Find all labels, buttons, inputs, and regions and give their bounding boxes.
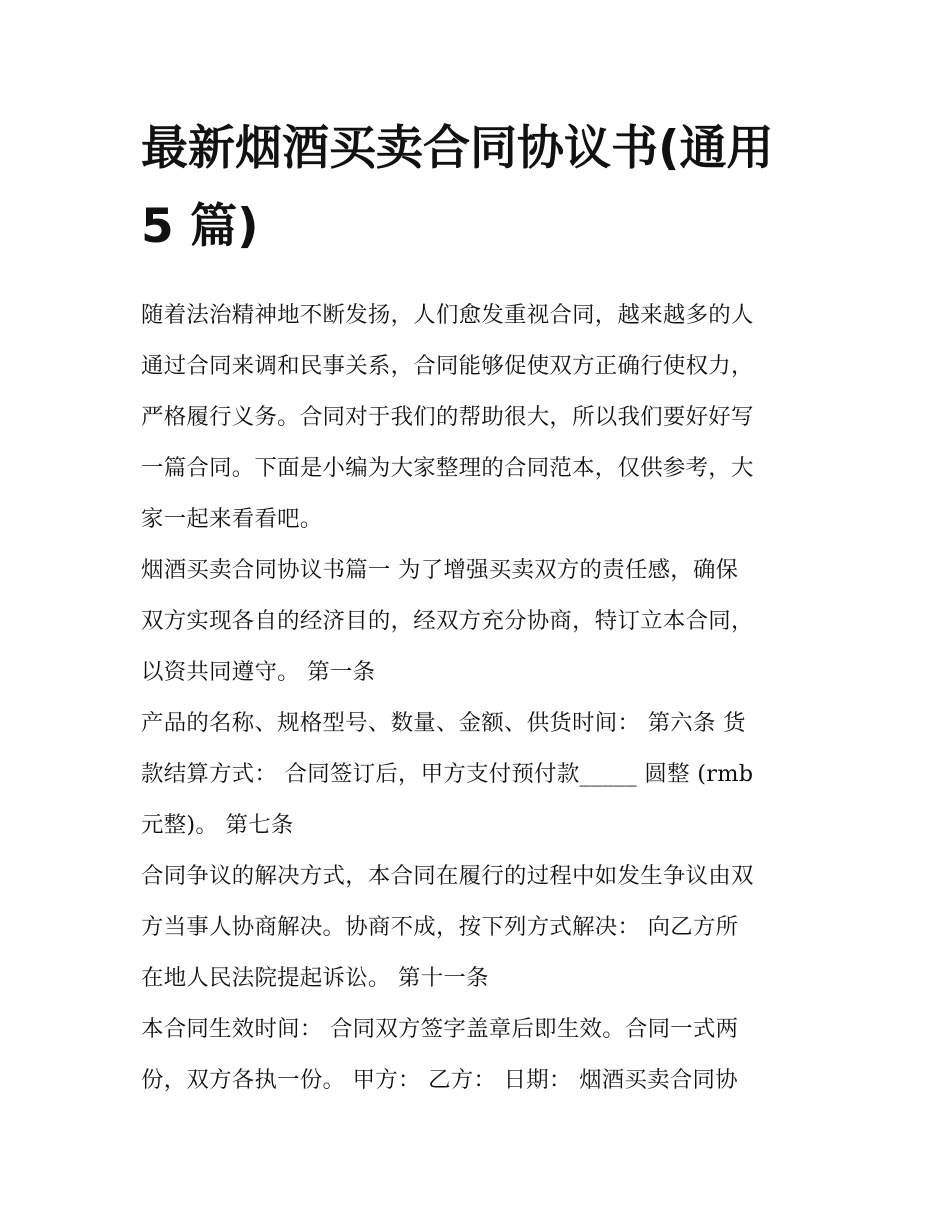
document-body bbox=[141, 290, 821, 1106]
text-line: 以资共同遵守。 第一条 bbox=[141, 659, 376, 685]
text-line: 双方实现各自的经济目的，经双方充分协商，特订立本合同， bbox=[141, 608, 754, 634]
product-payment-paragraph bbox=[141, 698, 821, 851]
text-line: 烟酒买卖合同协议书篇一 为了增强买卖双方的责任感，确保 bbox=[141, 557, 739, 583]
text-line: 在地人民法院提起诉讼。 第十一条 bbox=[141, 965, 489, 991]
document-page bbox=[141, 110, 821, 1106]
text-line: 元整)。 第七条 bbox=[141, 812, 294, 838]
text-line: 一篇合同。下面是小编为大家整理的合同范本，仅供参考，大 bbox=[141, 455, 754, 481]
text-line: 家一起来看看吧。 bbox=[141, 506, 323, 532]
text-line: 随着法治精神地不断发扬，人们愈发重视合同，越来越多的人 bbox=[141, 302, 754, 328]
dispute-paragraph bbox=[141, 851, 821, 1004]
text-line: 方当事人协商解决。协商不成，按下列方式解决： 向乙方所 bbox=[141, 914, 739, 940]
title-line: 5 篇) bbox=[141, 199, 259, 254]
contract-one-paragraph bbox=[141, 545, 821, 698]
text-line: 款结算方式： 合同签订后，甲方支付预付款_____ 圆整 (rmb bbox=[141, 761, 754, 787]
text-line: 严格履行义务。合同对于我们的帮助很大，所以我们要好好写 bbox=[141, 404, 754, 430]
document-title bbox=[141, 110, 821, 266]
title-line: 最新烟酒买卖合同协议书(通用 bbox=[141, 121, 774, 176]
intro-paragraph bbox=[141, 290, 821, 545]
effective-paragraph bbox=[141, 1004, 821, 1106]
text-line: 产品的名称、规格型号、数量、金额、供货时间： 第六条 货 bbox=[141, 710, 746, 736]
text-line: 份，双方各执一份。 甲方： 乙方： 日期： 烟酒买卖合同协 bbox=[141, 1067, 738, 1093]
text-line: 本合同生效时间： 合同双方签字盖章后即生效。合同一式两 bbox=[141, 1016, 739, 1042]
text-line: 合同争议的解决方式，本合同在履行的过程中如发生争议由双 bbox=[141, 863, 754, 889]
text-line: 通过合同来调和民事关系，合同能够促使双方正确行使权力， bbox=[141, 353, 754, 379]
